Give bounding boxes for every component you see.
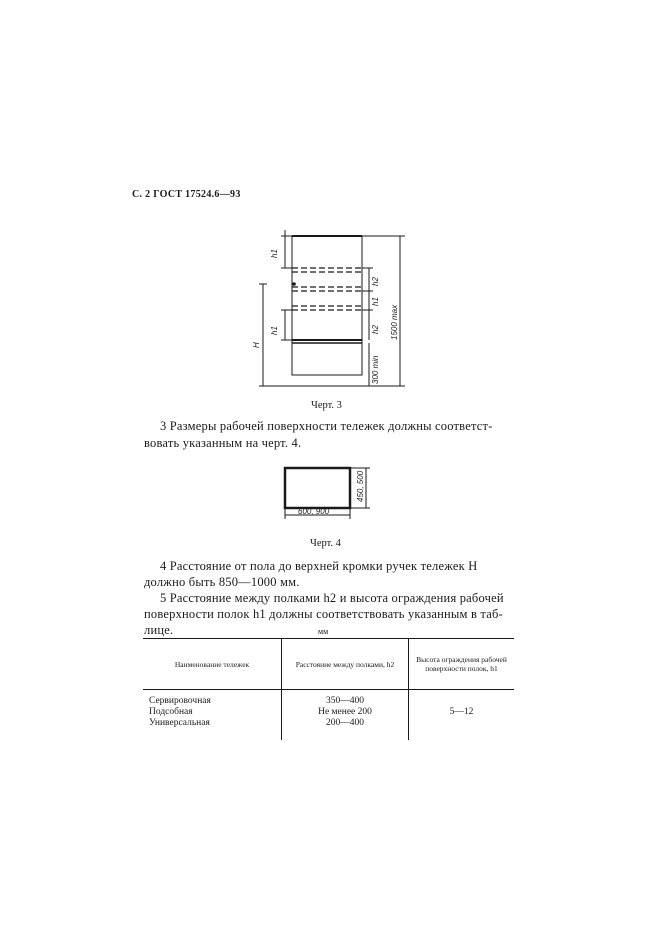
table-name-row: Подсобная: [149, 707, 193, 717]
fig3-label-h1-top: h1: [270, 249, 279, 258]
fig3-label-h1-a: h1: [371, 297, 380, 306]
figure-3-trolley-drawing: [245, 222, 415, 392]
fig3-label-max: 1500 max: [390, 304, 399, 340]
paragraph-4-line-1: 4 Расстояние от пола до верхней кромки ручек тележек H: [160, 559, 478, 573]
table-name-row: Универсальная: [149, 718, 210, 728]
table-distance-row: 350—400: [326, 696, 364, 706]
paragraph-5-line-3: лице.: [144, 623, 174, 637]
table-header-distance: Расстояние между полками, h2: [282, 639, 409, 690]
figure-3-caption: Черт. 3: [311, 400, 342, 411]
figure-4-surface-drawing: [278, 462, 388, 524]
table-header-name: Наименование тележек: [143, 639, 282, 690]
table-unit: мм: [318, 627, 329, 636]
fig3-label-H: H: [252, 342, 261, 348]
work-surface-outline: [285, 468, 350, 508]
page-header: С. 2 ГОСТ 17524.6—93: [132, 189, 241, 200]
paragraph-5-line-1: 5 Расстояние между полками h2 и высота ограждения рабочей: [160, 591, 504, 605]
table-height-cell: 5—12: [449, 707, 474, 717]
paragraph-5-line-2: поверхности полок h1 должны соответствовать указанным в таб-: [144, 607, 503, 621]
fig3-label-h2-b: h2: [371, 325, 380, 334]
table-header-height: Высота ограждения рабочей поверхности полок, h1: [416, 655, 507, 673]
fig4-width-label: 600, 900: [298, 507, 330, 516]
table-distance-row: Не менее 200: [318, 707, 372, 717]
paragraph-4-line-2: должно быть 850—1000 мм.: [144, 575, 300, 589]
table-distance-row: 200—400: [326, 718, 364, 728]
paragraph-3-line-2: вовать указанным на черт. 4.: [144, 436, 302, 450]
paragraph-3-line-1: 3 Размеры рабочей поверхности тележек должны соответст-: [160, 419, 493, 433]
table-name-row: Сервировочная: [149, 696, 211, 706]
fig3-label-h2-a: h2: [371, 277, 380, 286]
norms-table: [143, 638, 514, 740]
fig3-label-min: 300 min: [371, 355, 380, 384]
table-names-cell: [143, 690, 282, 740]
fig3-label-h1-mid: h1: [270, 326, 279, 335]
table-distances-cell: [282, 690, 409, 740]
fig4-depth-label: 450, 500: [356, 470, 365, 502]
figure-4-caption: Черт. 4: [310, 538, 341, 549]
